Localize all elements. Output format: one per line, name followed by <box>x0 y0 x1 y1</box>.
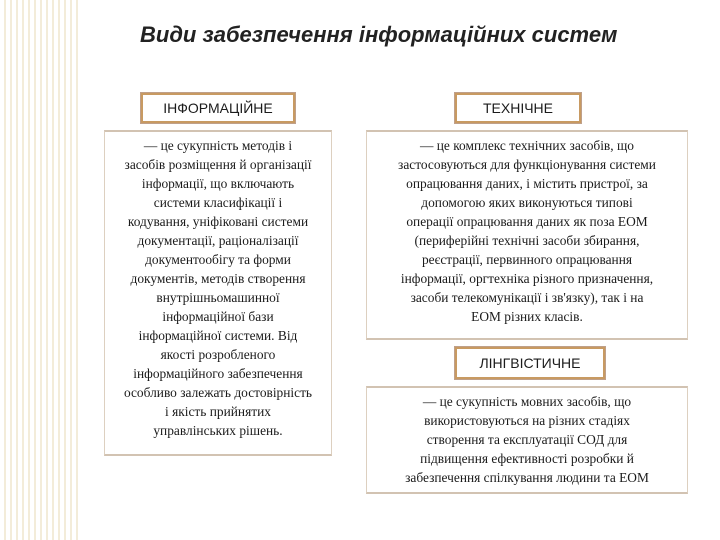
text-line: інформації, оргтехніка різного призначення, <box>400 271 654 286</box>
text-line: кодування, уніфіковані системи <box>127 214 309 229</box>
text-line: використовуються на різних стадіях <box>424 413 630 428</box>
linguistic-label: ЛІНГВІСТИЧНЕ <box>454 346 606 380</box>
text-line: операції опрацювання даних як поза ЕОМ <box>406 214 648 229</box>
text-line: якості розробленого <box>160 347 276 362</box>
technical-description <box>366 130 688 340</box>
text-line: документів, методів створення <box>130 271 306 286</box>
text-line: забезпечення спілкування людини та ЕОМ <box>405 470 649 485</box>
text-line: інформації, що включають <box>141 176 295 191</box>
decorative-stripes <box>0 0 80 540</box>
text-line: допомогою яких виконуються типові <box>421 195 633 210</box>
linguistic-description <box>366 386 688 494</box>
informational-description <box>104 130 332 456</box>
text-line: внутрішньомашинної <box>156 290 280 305</box>
text-line: документообігу та форми <box>145 252 291 267</box>
text-line: підвищення ефективності розробки й <box>420 451 634 466</box>
text-line: документації, раціоналізації <box>137 233 299 248</box>
text-line: — це сукупність методів і <box>143 138 293 153</box>
text-line: особливо залежать достовірність <box>123 385 313 400</box>
text-line: інформаційної бази <box>162 309 274 324</box>
text-line: управлінських рішень. <box>153 423 283 438</box>
text-line: ЕОМ різних класів. <box>471 309 583 324</box>
text-line: реєстрації, первинного опрацювання <box>421 252 633 267</box>
text-line: засобів розміщення й організації <box>124 157 312 172</box>
text-line: — це комплекс технічних засобів, що <box>420 138 634 153</box>
informational-label: ІНФОРМАЦІЙНЕ <box>140 92 296 124</box>
text-line: і якість прийнятих <box>165 404 271 419</box>
page-title: Види забезпечення інформаційних систем <box>140 22 618 47</box>
text-line: засоби телекомунікації і зв'язку), так і на <box>410 290 644 305</box>
text-line: системи класифікації і <box>153 195 283 210</box>
text-line: опрацювання даних, і містить пристрої, за <box>406 176 648 191</box>
text-line: інформаційного забезпечення <box>133 366 303 381</box>
text-line: застосовуються для функціонування системи <box>398 157 656 172</box>
text-line: — це сукупність мовних засобів, що <box>422 394 632 409</box>
text-line: (периферійні технічні засоби збирання, <box>414 233 640 248</box>
text-line: інформаційної системи. Від <box>138 328 298 343</box>
text-line: створення та експлуатації СОД для <box>426 432 628 447</box>
technical-label: ТЕХНІЧНЕ <box>454 92 582 124</box>
